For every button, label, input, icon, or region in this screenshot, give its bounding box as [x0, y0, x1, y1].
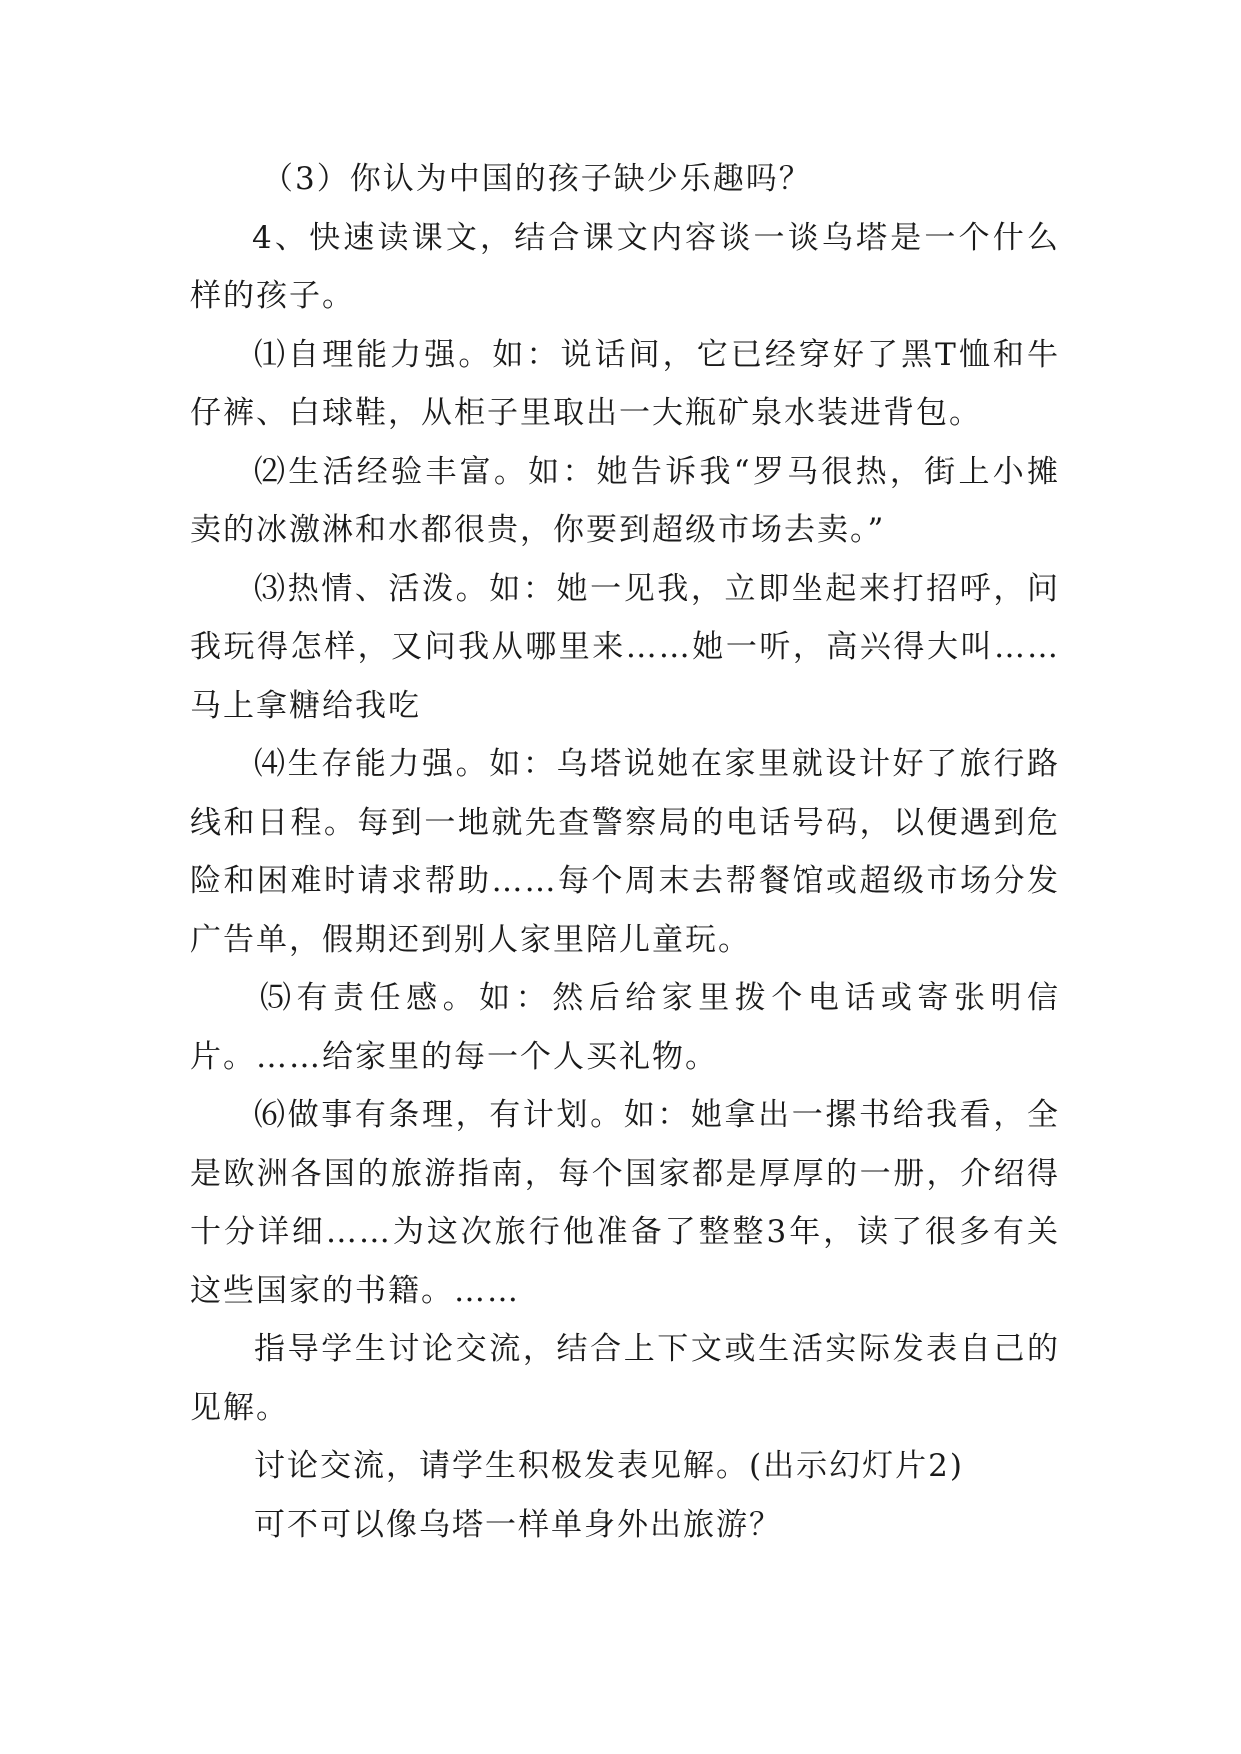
trait-6: ⑹做事有条理，有计划。如：她拿出一摞书给我看，全是欧洲各国的旅游指南，每个国家都是厚厚的一册，介绍得十分详细……为这次旅行他准备了整整3年，读了很多有关这些国家的书籍。……: [190, 1097, 1060, 1309]
guidance-paragraph: 指导学生讨论交流，结合上下文或生活实际发表自己的见解。: [190, 1331, 1060, 1426]
question-3: （3）你认为中国的孩子缺少乐趣吗？: [262, 161, 812, 197]
closing-question: 可不可以像乌塔一样单身外出旅游？: [254, 1506, 782, 1543]
trait-1: ⑴自理能力强。如：说话间，它已经穿好了黑T恤和牛仔裤、白球鞋，从柜子里取出一大瓶矿泉水装进背包。: [190, 336, 1060, 431]
trait-3: ⑶热情、活泼。如：她一见我，立即坐起来打招呼，问我玩得怎样，又问我从哪里来……她一听，高兴得大叫……马上拿糖给我吃: [190, 570, 1060, 724]
trait-4: ⑷生存能力强。如：乌塔说她在家里就设计好了旅行路线和日程。每到一地就先查警察局的电话号码，以便遇到危险和困难时请求帮助……每个周末去帮餐馆或超级市场分发广告单，假期还到别人家里陪儿童玩。: [190, 746, 1060, 958]
discussion-paragraph: 讨论交流，请学生积极发表见解。(出示幻灯片2): [254, 1448, 964, 1484]
task-4: 4、快速读课文，结合课文内容谈一谈乌塔是一个什么样的孩子。: [190, 219, 1060, 314]
trait-5: ⑸有责任感。如：然后给家里拨个电话或寄张明信片。……给家里的每一个人买礼物。: [190, 980, 1060, 1075]
document-body: [190, 150, 1060, 1554]
trait-2: ⑵生活经验丰富。如：她告诉我“罗马很热，街上小摊卖的冰激淋和水都很贵，你要到超级市场去卖。”: [190, 453, 1060, 548]
